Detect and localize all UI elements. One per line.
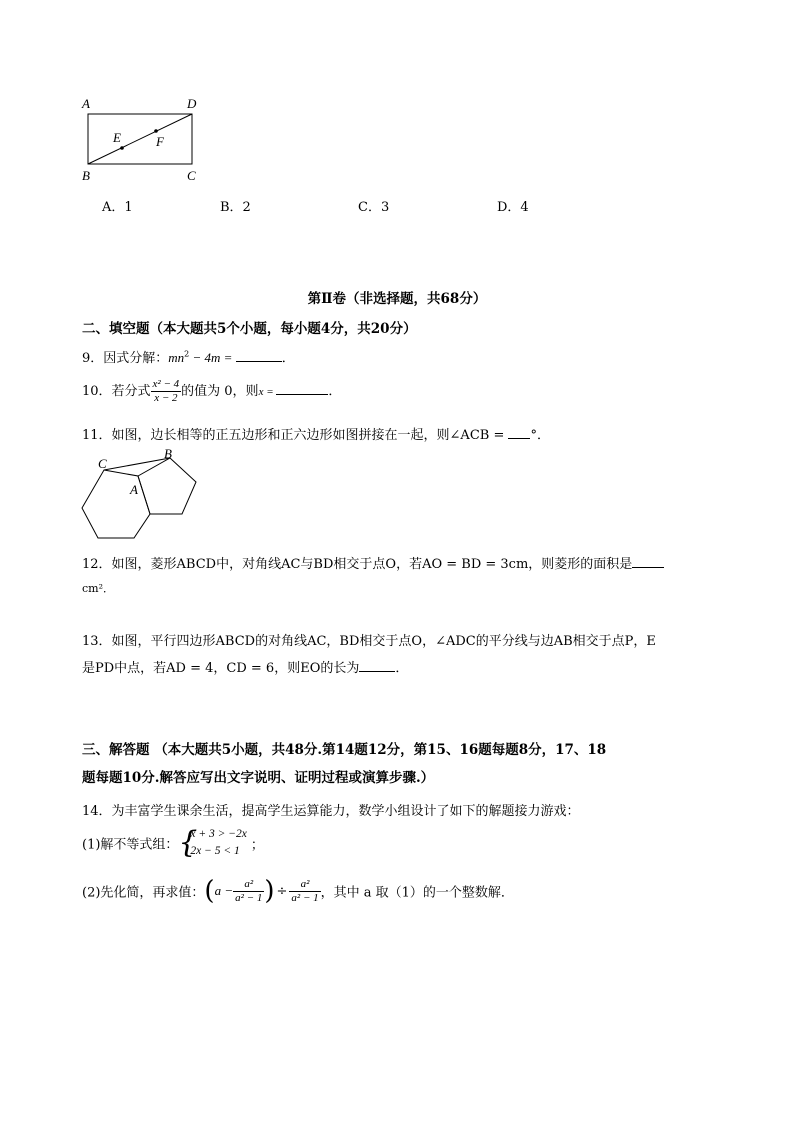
question-11 bbox=[82, 424, 550, 443]
q14-fraction-1 bbox=[233, 878, 264, 905]
q14-p1-suffix: ； bbox=[250, 837, 264, 853]
q14-frac1-num: a² bbox=[233, 878, 264, 892]
q9-expr-main: mn bbox=[168, 350, 185, 365]
label-E: E bbox=[113, 130, 121, 145]
label-C: C bbox=[98, 456, 107, 471]
answer-blank-12[interactable] bbox=[632, 555, 664, 568]
q9-expr-sup: 2 bbox=[184, 349, 190, 359]
q14-p1-prefix: (1)解不等式组： bbox=[82, 837, 179, 853]
brace-icon: { bbox=[178, 825, 198, 860]
q13-line2-b: ． bbox=[395, 661, 409, 676]
option-c: C．3 bbox=[358, 200, 390, 215]
q13-line2-a: 是PD中点，若AD = 4，CD = 6，则EO的长为 bbox=[82, 661, 360, 676]
q10-denominator: x − 2 bbox=[154, 392, 178, 404]
q9-suffix: ． bbox=[281, 351, 295, 366]
question-14-intro: 14．为丰富学生课余生活，提高学生运算能力，数学小组设计了如下的解题接力游戏： bbox=[82, 804, 580, 819]
q14-p2-a: a − bbox=[214, 883, 234, 898]
q14-fraction-2 bbox=[289, 878, 320, 905]
question-13-line1: 13．如图，平行四边形ABCD的对角线AC，BD相交于点O，∠ADC的平分线与边AB相交于点P，E bbox=[82, 634, 656, 649]
q10-var: x = bbox=[258, 386, 277, 398]
q11-suffix: °． bbox=[530, 428, 550, 443]
q9-expr-rest: − 4m = bbox=[189, 350, 236, 365]
label-A: A bbox=[82, 96, 90, 111]
answer-blank-9[interactable] bbox=[236, 349, 282, 362]
q10-mid: 的值为 0，则 bbox=[181, 384, 259, 399]
question-9 bbox=[82, 347, 295, 366]
label-C: C bbox=[187, 168, 196, 183]
label-B: B bbox=[164, 446, 172, 461]
q14-frac2-num: a² bbox=[289, 878, 320, 892]
rectangle-figure bbox=[78, 94, 208, 186]
left-paren-icon: ( bbox=[204, 876, 215, 906]
q11-text: 11．如图，边长相等的正五边形和正六边形如图拼接在一起，则∠ACB = bbox=[82, 428, 509, 443]
answer-blank-13[interactable] bbox=[359, 659, 395, 672]
answer-blank-11[interactable] bbox=[508, 426, 530, 439]
q9-prefix: 9．因式分解： bbox=[82, 351, 169, 366]
solve-header-line1: 三、解答题 （本大题共5小题，共48分.第14题12分，第15、16题每题8分，17、18 bbox=[82, 742, 607, 758]
answer-blank-10[interactable] bbox=[276, 382, 328, 395]
q10-fraction bbox=[151, 378, 182, 405]
option-b: B．2 bbox=[220, 200, 251, 215]
q14-frac2-den: a² − 1 bbox=[291, 891, 319, 904]
q10-suffix: ． bbox=[328, 384, 342, 399]
question-12 bbox=[82, 553, 664, 572]
inequality-1: x + 3 > −2x bbox=[190, 828, 247, 840]
question-10 bbox=[82, 378, 341, 405]
question-12-unit: cm²． bbox=[82, 582, 115, 595]
inequality-system bbox=[178, 826, 247, 860]
question-14-part1 bbox=[82, 826, 264, 860]
label-B: B bbox=[82, 168, 90, 183]
label-A: A bbox=[130, 482, 138, 497]
q10-prefix: 10．若分式 bbox=[82, 384, 151, 399]
section2-title: 第Ⅱ卷（非选择题，共68分） bbox=[307, 291, 487, 307]
fill-header: 二、填空题（本大题共5个小题，每小题4分，共20分） bbox=[82, 321, 417, 337]
label-D: D bbox=[187, 96, 197, 111]
q14-p2-div: ÷ bbox=[276, 883, 288, 899]
label-F: F bbox=[156, 134, 164, 149]
pentagon-hexagon-figure bbox=[78, 446, 208, 546]
q12-line1: 12．如图，菱形ABCD中，对角线AC与BD相交于点O，若AO = BD = 3cm，则菱形的面积是 bbox=[82, 557, 633, 572]
q10-numerator: x² − 4 bbox=[152, 378, 180, 390]
option-a: A．1 bbox=[102, 200, 133, 215]
option-d: D．4 bbox=[497, 200, 529, 215]
right-paren-icon: ) bbox=[264, 876, 275, 906]
inequality-2: 2x − 5 < 1 bbox=[190, 845, 240, 857]
question-14-part2 bbox=[82, 876, 514, 906]
q14-p2-prefix: (2)先化简，再求值： bbox=[82, 885, 205, 901]
q14-p2-suffix: ，其中 a 取（1）的一个整数解． bbox=[320, 885, 514, 901]
q14-frac1-den: a² − 1 bbox=[235, 891, 263, 904]
solve-header-line2: 题每题10分.解答应写出文字说明、证明过程或演算步骤.） bbox=[82, 770, 435, 786]
question-13-line2 bbox=[82, 657, 408, 676]
